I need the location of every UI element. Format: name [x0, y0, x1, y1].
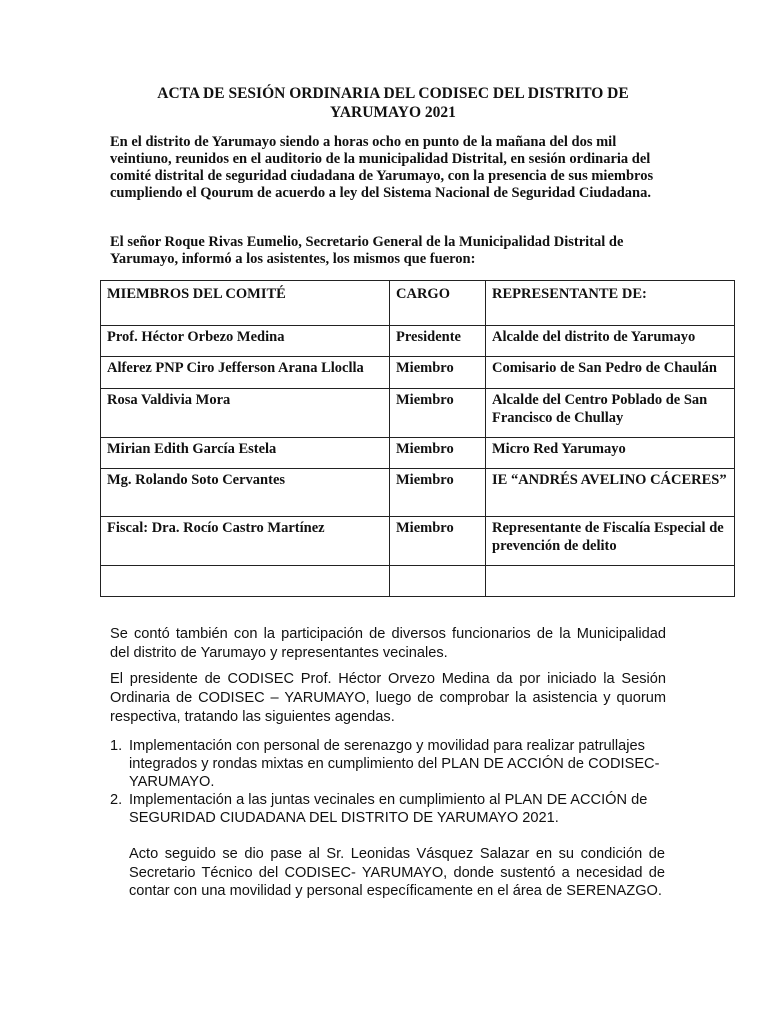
table-row	[101, 469, 735, 517]
title-line-1: ACTA DE SESIÓN ORDINARIA DEL CODISEC DEL DISTRITO DE	[157, 85, 629, 102]
agenda-number: 2.	[110, 792, 123, 808]
table-row	[101, 326, 735, 357]
member-cargo: Miembro	[390, 389, 486, 438]
member-name: Prof. Héctor Orbezo Medina	[101, 326, 390, 357]
header-cargo: CARGO	[390, 281, 486, 326]
agenda-text: Implementación con personal de serenazgo y movilidad para realizar patrullajes integrados y rondas mixtas en cumplimiento del PLAN DE ACCIÓN de CODISEC- YARUMAYO.	[129, 738, 660, 790]
member-cargo: Miembro	[390, 517, 486, 566]
member-name: Alferez PNP Ciro Jefferson Arana Lloclla	[101, 357, 390, 389]
member-representante: Alcalde del distrito de Yarumayo	[486, 326, 735, 357]
table-row	[101, 357, 735, 389]
member-representante: Alcalde del Centro Poblado de San Francisco de Chullay	[486, 389, 735, 438]
agenda-list	[110, 737, 670, 827]
member-name: Mg. Rolando Soto Cervantes	[101, 469, 390, 517]
table-row-empty	[101, 566, 735, 597]
member-representante: Representante de Fiscalía Especial de prevención de delito	[486, 517, 735, 566]
agenda-number: 1.	[110, 738, 123, 754]
member-cargo: Miembro	[390, 438, 486, 469]
list-item	[110, 737, 670, 791]
member-cargo: Miembro	[390, 357, 486, 389]
followup-paragraph: Acto seguido se dio pase al Sr. Leonidas Vásquez Salazar en su condición de Secretario Técnico del CODISEC- YARUMAYO, donde sustentó a necesidad de contar con una movilidad y personal específicamente en el área de SERENAZGO.	[129, 846, 665, 899]
table-row	[101, 517, 735, 566]
member-name	[101, 566, 390, 597]
member-cargo	[390, 566, 486, 597]
president-paragraph: El presidente de CODISEC Prof. Héctor Orvezo Medina da por iniciado la Sesión Ordinaria de CODISEC – YARUMAYO, luego de comprobar la asistencia y quorum respectiva, tratando las siguientes agendas.	[110, 671, 666, 725]
agenda-text: Implementación a las juntas vecinales en cumplimiento al PLAN DE ACCIÓN de SEGURIDAD CIUDADANA DEL DISTRITO DE YARUMAYO 2021.	[129, 792, 648, 826]
title-line-2: YARUMAYO 2021	[330, 104, 456, 121]
table-row	[101, 438, 735, 469]
member-representante: Micro Red Yarumayo	[486, 438, 735, 469]
member-name: Rosa Valdivia Mora	[101, 389, 390, 438]
list-item	[110, 791, 670, 827]
member-cargo: Presidente	[390, 326, 486, 357]
participation-paragraph: Se contó también con la participación de diversos funcionarios de la Municipalidad del distrito de Yarumayo y representantes vecinales.	[110, 626, 666, 661]
member-cargo: Miembro	[390, 469, 486, 517]
member-name: Mirian Edith García Estela	[101, 438, 390, 469]
header-representante: REPRESENTANTE DE:	[486, 281, 735, 326]
members-table	[100, 280, 735, 597]
table-header-row	[101, 281, 735, 326]
secretary-paragraph: El señor Roque Rivas Eumelio, Secretario General de la Municipalidad Distrital de Yarumayo, informó a los asistentes, los mismos que fueron:	[110, 234, 624, 267]
document-title	[110, 84, 676, 122]
table-row	[101, 389, 735, 438]
member-representante: IE “ANDRÉS AVELINO CÁCERES”	[486, 469, 735, 517]
member-representante: Comisario de San Pedro de Chaulán	[486, 357, 735, 389]
intro-paragraph: En el distrito de Yarumayo siendo a horas ocho en punto de la mañana del dos mil veintiuno, reunidos en el auditorio de la municipalidad Distrital, en sesión ordinaria del comité distrital de seguridad ciudadana de Yarumayo, con la presencia de sus miembros cumpliendo el Qourum de acuerdo a ley del Sistema Nacional de Seguridad Ciudadana.	[110, 134, 654, 201]
member-representante	[486, 566, 735, 597]
member-name: Fiscal: Dra. Rocío Castro Martínez	[101, 517, 390, 566]
header-members: MIEMBROS DEL COMITÉ	[101, 281, 390, 326]
